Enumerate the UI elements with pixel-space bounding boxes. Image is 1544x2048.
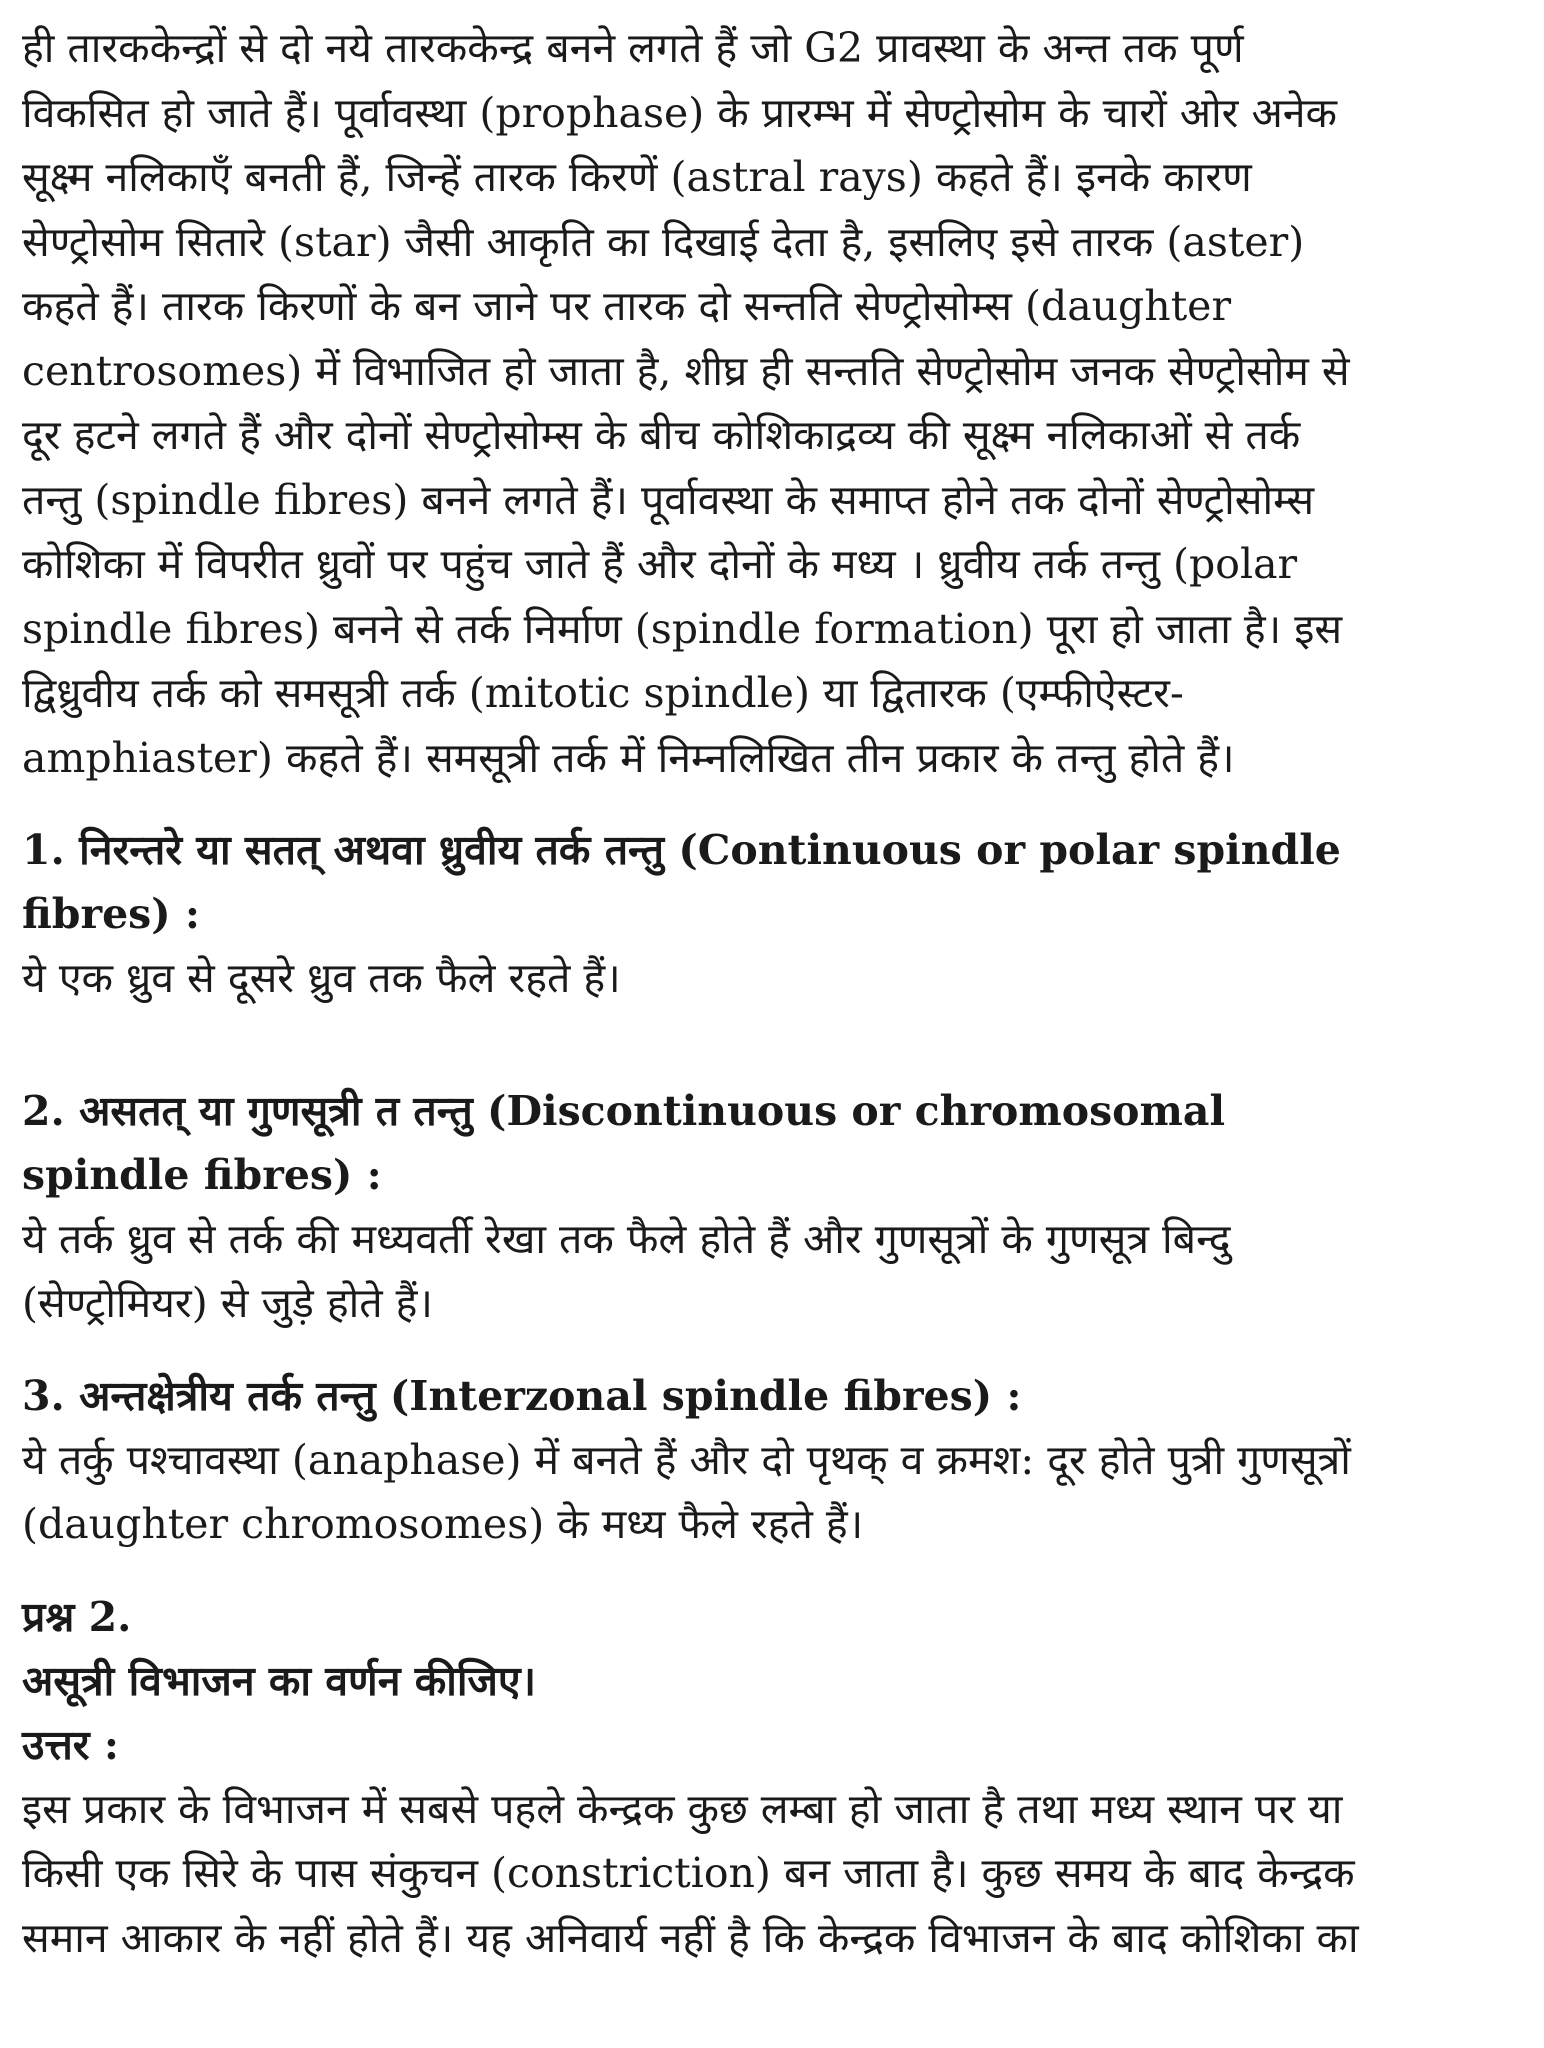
answer-body: इस प्रकार के विभाजन में सबसे पहले केन्द्रक कुछ लम्बा हो जाता है तथा मध्य स्थान पर या किसी एक सिरे के पास संकुचन (constriction) बन जाता है। कुछ समय के बाद केन्द्रक समान आकार के नहीं होते हैं। यह अनिवार्य नहीं है कि केन्द्रक विभाजन के बाद कोशिका का (22, 1784, 1359, 1962)
section-heading: 3. अन्तक्षेत्रीय तर्क तन्तु (Interzonal spindle fibres) : (22, 1371, 1022, 1420)
section-body: ये तर्क ध्रुव से तर्क की मध्यवर्ती रेखा तक फैले होते हैं और गुणसूत्रों के गुणसूत्र बिन्दु (सेण्ट्रोमियर) से जुड़े होते हैं। (22, 1214, 1231, 1327)
text-line: दूर हटने लगते हैं और दोनों सेण्ट्रोसोम्स के बीच कोशिकाद्रव्य की सूक्ष्म नलिकाओं से तर्क (22, 411, 1301, 459)
text-line: amphiaster) कहते हैं। समसूत्री तर्क में निम्नलिखित तीन प्रकार के तन्तु होते हैं। (22, 733, 1235, 782)
text-line: सूक्ष्म नलिकाएँ बनती हैं, जिन्हें तारक किरणें (astral rays) कहते हैं। इनके कारण (22, 153, 1252, 201)
question-label: प्रश्न 2. (22, 1592, 132, 1641)
text-line: centrosomes) में विभाजित हो जाता है, शीघ्र ही सन्तति सेण्ट्रोसोम जनक सेण्ट्रोसोम से (22, 346, 1350, 395)
text-line: कहते हैं। तारक किरणों के बन जाने पर तारक दो सन्तति सेण्ट्रोसोम्स (daughter (22, 282, 1232, 330)
fibre-section-discontinuous (22, 1079, 1522, 1336)
text-line: कोशिका में विपरीत ध्रुवों पर पहुंच जाते हैं और दोनों के मध्य । ध्रुवीय तर्क तन्तु (polar (22, 540, 1298, 588)
section-heading: 2. असतत् या गुणसूत्री त तन्तु (Discontinuous or chromosomal spindle fibres) : (22, 1086, 1226, 1199)
answer-label: उत्तर : (22, 1720, 119, 1769)
text-line: विकसित हो जाते हैं। पूर्वावस्था (prophase) के प्रारम्भ में सेण्ट्रोसोम के चारों ओर अनेक (22, 88, 1338, 137)
text-line: तन्तु (spindle fibres) बनने लगते हैं। पूर्वावस्था के समाप्त होने तक दोनों सेण्ट्रोसोम्स (22, 475, 1315, 524)
fibre-section-interzonal (22, 1364, 1522, 1557)
section-heading: 1. निरन्तरे या सतत् अथवा ध्रुवीय तर्क तन्तु (Continuous or polar spindle fibres) : (22, 826, 1341, 938)
question-text: असूत्री विभाजन का वर्णन कीजिए। (22, 1656, 537, 1705)
section-body: ये तर्कु पश्चावस्था (anaphase) में बनते हैं और दो पृथक् व क्रमश: दूर होते पुत्री गुणसूत्रों (daughter chromosomes) के मध्य फैले रहते हैं। (22, 1435, 1351, 1548)
section-body: ये एक ध्रुव से दूसरे ध्रुव तक फैले रहते हैं। (22, 954, 621, 1002)
document-page (22, 16, 1522, 1970)
question-block (22, 1585, 1522, 1971)
text-line: सेण्ट्रोसोम सितारे (star) जैसी आकृति का दिखाई देता है, इसलिए इसे तारक (aster) (22, 217, 1305, 266)
intro-paragraph (22, 16, 1522, 790)
text-line: ही तारककेन्द्रों से दो नये तारककेन्द्र बनने लगते हैं जो G2 प्रावस्था के अन्त तक पूर्ण (22, 24, 1244, 72)
text-line: spindle fibres) बनने से तर्क निर्माण (spindle formation) पूरा हो जाता है। इस (22, 604, 1343, 653)
fibre-section-continuous (22, 818, 1522, 1011)
text-line: द्विध्रुवीय तर्क को समसूत्री तर्क (mitotic spindle) या द्वितारक (एम्फीऐस्टर- (22, 669, 1184, 717)
